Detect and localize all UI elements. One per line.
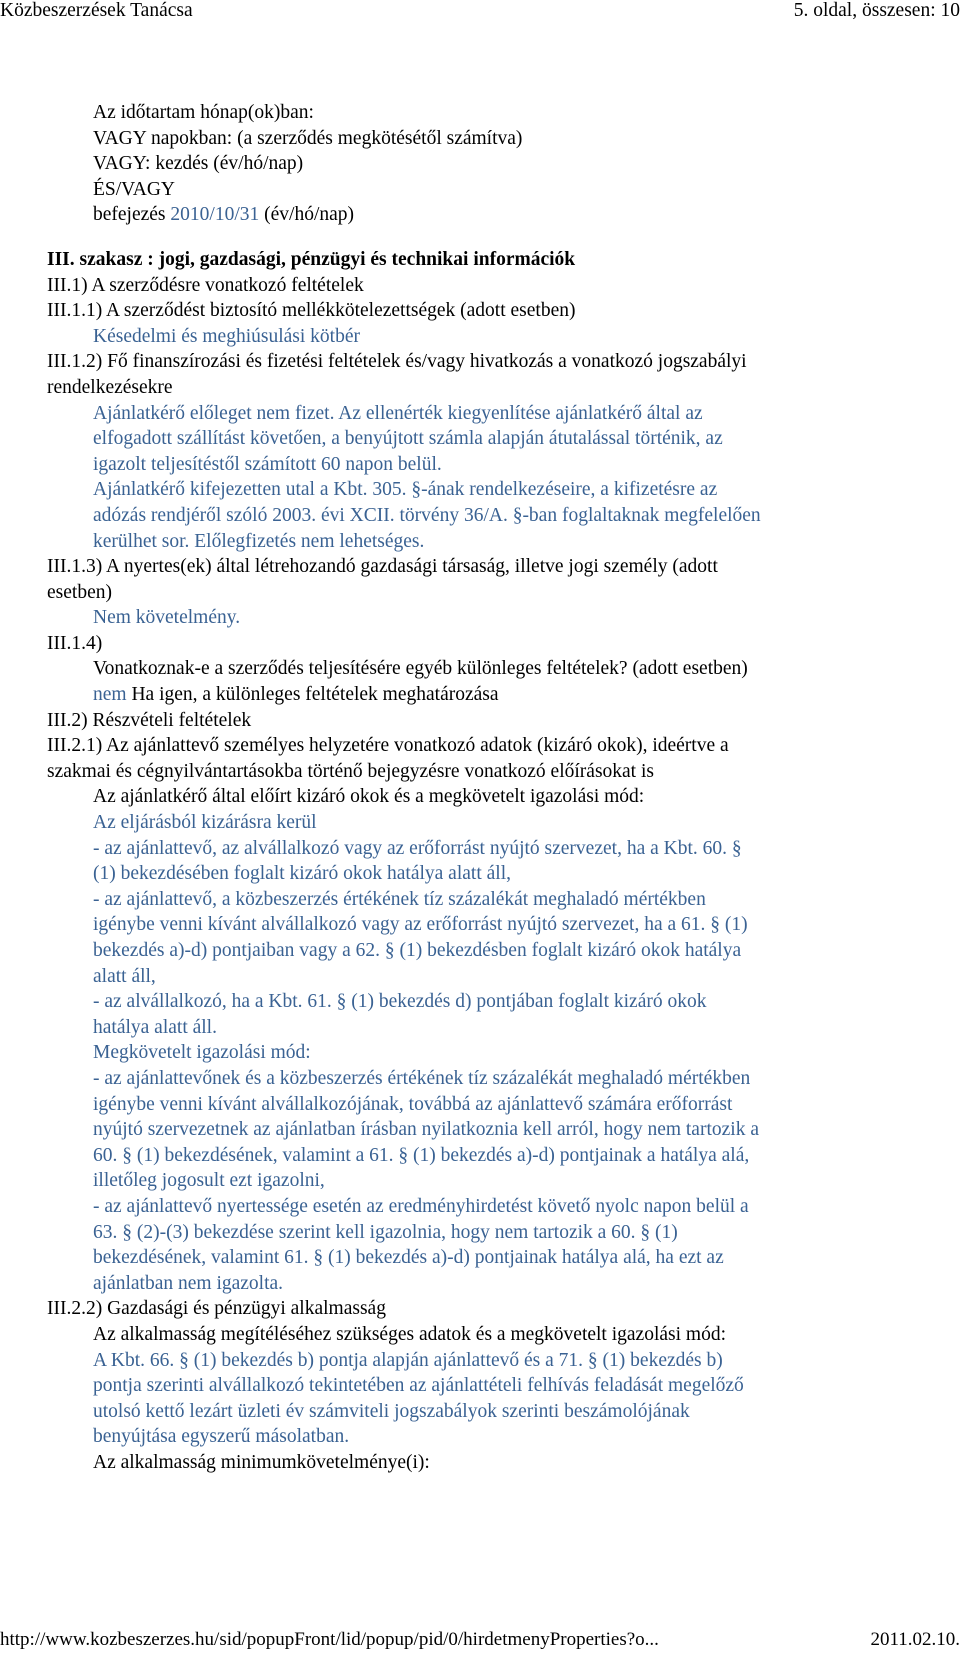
section-3-1-4-answer: nem [93, 684, 127, 706]
section-3-2-2-value-line: benyújtása egyszerű másolatban. [93, 1426, 350, 1448]
section-3-2-2-value-line: pontja szerinti alvállalkozó tekintetében az ajánlattételi felhívás feladását megelőző [93, 1375, 744, 1397]
section-3-2-1-value-line: (1) bekezdésében foglalt kizáró okok hatálya alatt áll, [93, 863, 511, 885]
section-3-1-2-heading-line2: rendelkezésekre [47, 376, 173, 398]
section-3-2-2-heading: III.2.2) Gazdasági és pénzügyi alkalmasság [47, 1298, 386, 1320]
section-3-2-1-subheading: Az ajánlatkérő által előírt kizáró okok és a megkövetelt igazolási mód: [93, 786, 645, 808]
section-3-2-2-minimum: Az alkalmasság minimumkövetelménye(i): [93, 1451, 430, 1473]
section-3-2-1-value-line: igénybe venni kívánt alvállalkozó vagy az erőforrást nyújtó szervezet, ha a 61. § (1) [93, 914, 748, 936]
section-3-1-3-heading-line1: III.1.3) A nyertes(ek) által létrehozandó gazdasági társaság, illetve jogi személy (adott [47, 556, 718, 578]
duration-end [47, 202, 887, 228]
section-3-1-3-heading-line2: esetben) [47, 581, 112, 603]
section-3-1-2-value-line: adózás rendjéről szóló 2003. évi XCII. törvény 36/A. §-ban foglaltaknak megfelelően [93, 504, 761, 526]
section-3-2-1-value-line: nyújtó szervezetnek az ajánlatban írásban nyilatkoznia kell arról, hogy nem tartozik a [93, 1119, 759, 1141]
section-3-1-4-question: Vonatkoznak-e a szerződés teljesítésére egyéb különleges feltételek? (adott esetben) [93, 658, 748, 680]
section-3-2-1-value-line: bekezdésének, valamint 61. § (1) bekezdés a)-d) pontjainak hatálya alá, ha ezt az [93, 1247, 724, 1269]
footer-url: http://www.kozbeszerzes.hu/sid/popupFront/lid/popup/pid/0/hirdetmenyProperties?o... [0, 1629, 659, 1650]
section-3-2-1-heading-line2: szakmai és cégnyilvántartásokba történő bejegyzésre vonatkozó előírásokat is [47, 760, 654, 782]
section-3-2-1-value-line: bekezdés a)-d) pontjaiban vagy a 62. § (1) bekezdésben foglalt kizáró okok hatálya [93, 940, 742, 961]
section-3-2-1-value-line: - az ajánlattevő nyertessége esetén az eredményhirdetést követő nyolc napon belül a [93, 1195, 749, 1217]
section-3-1-2-value-line: elfogadott szállítást követően, a benyújtott számla alapján átutalással történik, az [93, 428, 723, 450]
section-3-1-3-value: Nem követelmény. [93, 607, 241, 629]
section-3-2-1-heading-line1: III.2.1) Az ajánlattevő személyes helyzetére vonatkozó adatok (kizáró okok), ideértve a [47, 735, 729, 757]
section-3-2-1-value-line: illetőleg jogosult ezt igazolni, [93, 1170, 325, 1192]
duration-andor: ÉS/VAGY [93, 178, 175, 200]
section-3-1-1-value: Késedelmi és meghiúsulási kötbér [93, 325, 360, 347]
section-3-2-1-value-line: hatálya alatt áll. [93, 1016, 217, 1038]
section-3-2-heading: III.2) Részvételi feltételek [47, 709, 252, 731]
section-3-2-1-value-line: Az eljárásból kizárásra kerül [93, 812, 317, 834]
duration-days: VAGY napokban: (a szerződés megkötésétől számítva) [93, 127, 523, 149]
section-3-2-1-value-line: igénybe venni kívánt alvállalkozójának, továbbá az ajánlattevő számára erőforrást [93, 1093, 733, 1115]
header-title: Közbeszerzések Tanácsa [0, 0, 193, 21]
section-3-title: III. szakasz : jogi, gazdasági, pénzügyi és technikai információk [47, 248, 576, 270]
duration-end-label: befejezés [93, 204, 171, 226]
section-3-1-2-value-line: kerülhet sor. Előlegfizetés nem lehetséges. [93, 530, 425, 552]
section-3-1-2-value-line: igazolt teljesítéstől számított 60 napon belül. [93, 453, 442, 475]
section-3-2-2-value-line: utolsó kettő lezárt üzleti év számviteli jogszabályok szerinti beszámolójának [93, 1400, 690, 1422]
header-page-number: 5. oldal, összesen: 10 [793, 0, 960, 21]
footer-date: 2011.02.10. [870, 1629, 960, 1650]
section-3-1-4-followup: Ha igen, a különleges feltételek meghatározása [126, 684, 499, 706]
section-3-2-1-value-line: alatt áll, [93, 965, 156, 987]
section-3-1-4-answer-row [47, 682, 887, 708]
section-3-2-1-value-line: 63. § (2)-(3) bekezdése szerint kell igazolnia, hogy nem tartozik a 60. § (1) [93, 1221, 678, 1243]
section-3-2-1-value-line: ajánlatban nem igazolta. [93, 1272, 284, 1294]
duration-start: VAGY: kezdés (év/hó/nap) [93, 153, 304, 175]
duration-months: Az időtartam hónap(ok)ban: [93, 102, 314, 123]
section-3-2-1-value-line: - az ajánlattevő, az alvállalkozó vagy az erőforrást nyújtó szervezet, ha a Kbt. 60. § [93, 837, 742, 859]
section-3-2-1-value-line: Megkövetelt igazolási mód: [93, 1042, 311, 1064]
section-3-2-2-value-line: A Kbt. 66. § (1) bekezdés b) pontja alapján ajánlattevő és a 71. § (1) bekezdés b) [93, 1349, 723, 1371]
section-3-1-heading: III.1) A szerződésre vonatkozó feltételek [47, 274, 364, 296]
section-3-2-2-subheading: Az alkalmasság megítéléséhez szükséges adatok és a megkövetelt igazolási mód: [93, 1323, 726, 1345]
section-3-1-1-heading: III.1.1) A szerződést biztosító mellékkötelezettségek (adott esetben) [47, 300, 576, 322]
duration-end-value: 2010/10/31 [170, 204, 260, 226]
section-3-1-2-value-line: Ajánlatkérő előleget nem fizet. Az ellenérték kiegyenlítése ajánlatkérő által az [93, 402, 703, 424]
section-3-2-1-value-line: 60. § (1) bekezdésének, valamint a 61. § (1) bekezdés a)-d) pontjainak a hatálya alá, [93, 1144, 750, 1166]
section-3-2-1-value-line: - az ajánlattevőnek és a közbeszerzés értékének tíz százalékát meghaladó mértékben [93, 1067, 751, 1089]
document-body [47, 100, 887, 1475]
section-3-1-2-value-line: Ajánlatkérő kifejezetten utal a Kbt. 305. §-ának rendelkezéseire, a kifizetésre az [93, 479, 718, 501]
duration-end-format: (év/hó/nap) [259, 204, 355, 226]
section-3-1-2-heading-line1: III.1.2) Fő finanszírozási és fizetési feltételek és/vagy hivatkozás a vonatkozó jogszabályi [47, 351, 747, 373]
section-3-2-1-value-line: - az ajánlattevő, a közbeszerzés értékének tíz százalékát meghaladó mértékben [93, 888, 706, 910]
section-3-1-4-heading: III.1.4) [47, 632, 103, 654]
section-3-2-1-value-line: - az alvállalkozó, ha a Kbt. 61. § (1) bekezdés d) pontjában foglalt kizáró okok [93, 991, 707, 1013]
